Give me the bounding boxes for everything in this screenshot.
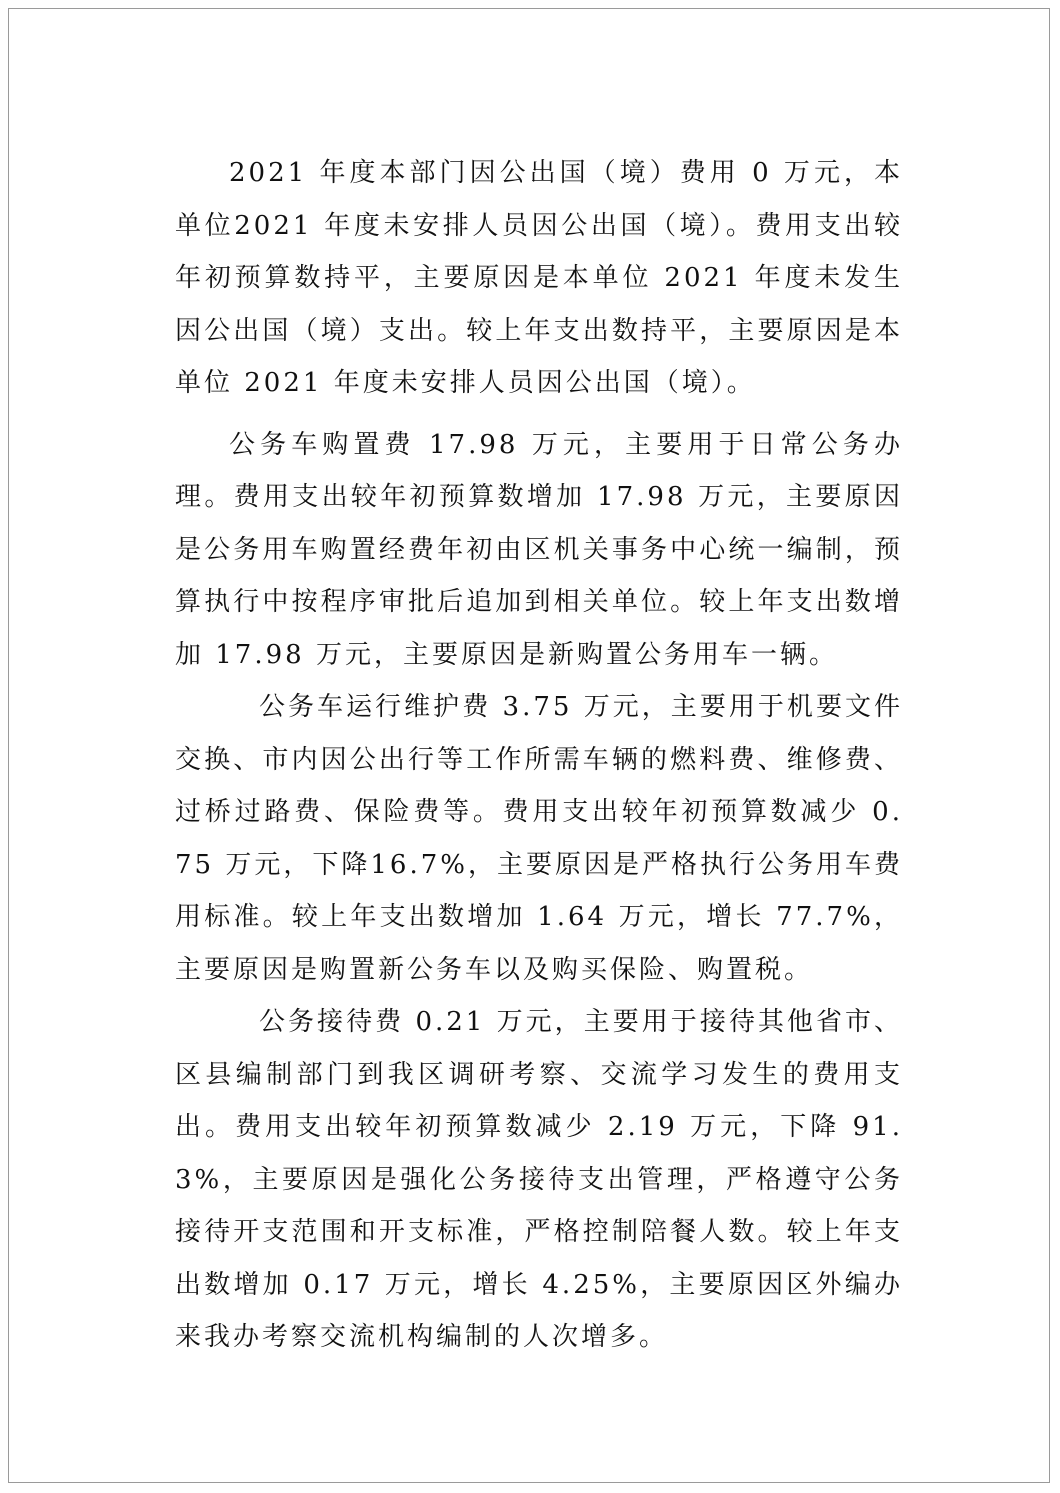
page-frame (8, 8, 1050, 1483)
paragraph-vehicle-purchase: 公务车购置费 17.98 万元，主要用于日常公务办理。费用支出较年初预算数增加 17.98 万元，主要原因是公务用车购置经费年初由区机关事务中心统一编制，预算执行中按程序审批后追加到相关单位。较上年支出数增加 17.98 万元，主要原因是新购置公务用车一辆。 (175, 429, 903, 670)
paragraph-travel-abroad: 2021 年度本部门因公出国（境）费用 0 万元，本单位2021 年度未安排人员因公出国（境）。费用支出较年初预算数持平，主要原因是本单位 2021 年度未发生因公出国（境）支出。较上年支出数持平，主要原因是本单位 2021 年度未安排人员因公出国（境）。 (175, 158, 903, 398)
paragraph-official-reception: 公务接待费 0.21 万元，主要用于接待其他省市、区县编制部门到我区调研考察、交流学习发生的费用支出。费用支出较年初预算数减少 2.19 万元，下降 91.3%，主要原因是强化公务接待支出管理，严格遵守公务接待开支范围和开支标准，严格控制陪餐人数。较上年支出数增加 0.17 万元，增长 4.25%，主要原因区外编办来我办考察交流机构编制的人次增多。 (175, 1007, 903, 1352)
document-body (175, 147, 903, 1364)
paragraph-vehicle-operation: 公务车运行维护费 3.75 万元，主要用于机要文件交换、市内因公出行等工作所需车辆的燃料费、维修费、过桥过路费、保险费等。费用支出较年初预算数减少 0.75 万元，下降16.7%，主要原因是严格执行公务用车费用标准。较上年支出数增加 1.64 万元，增长 77.7%，主要原因是购置新公务车以及购买保险、购置税。 (175, 692, 903, 985)
